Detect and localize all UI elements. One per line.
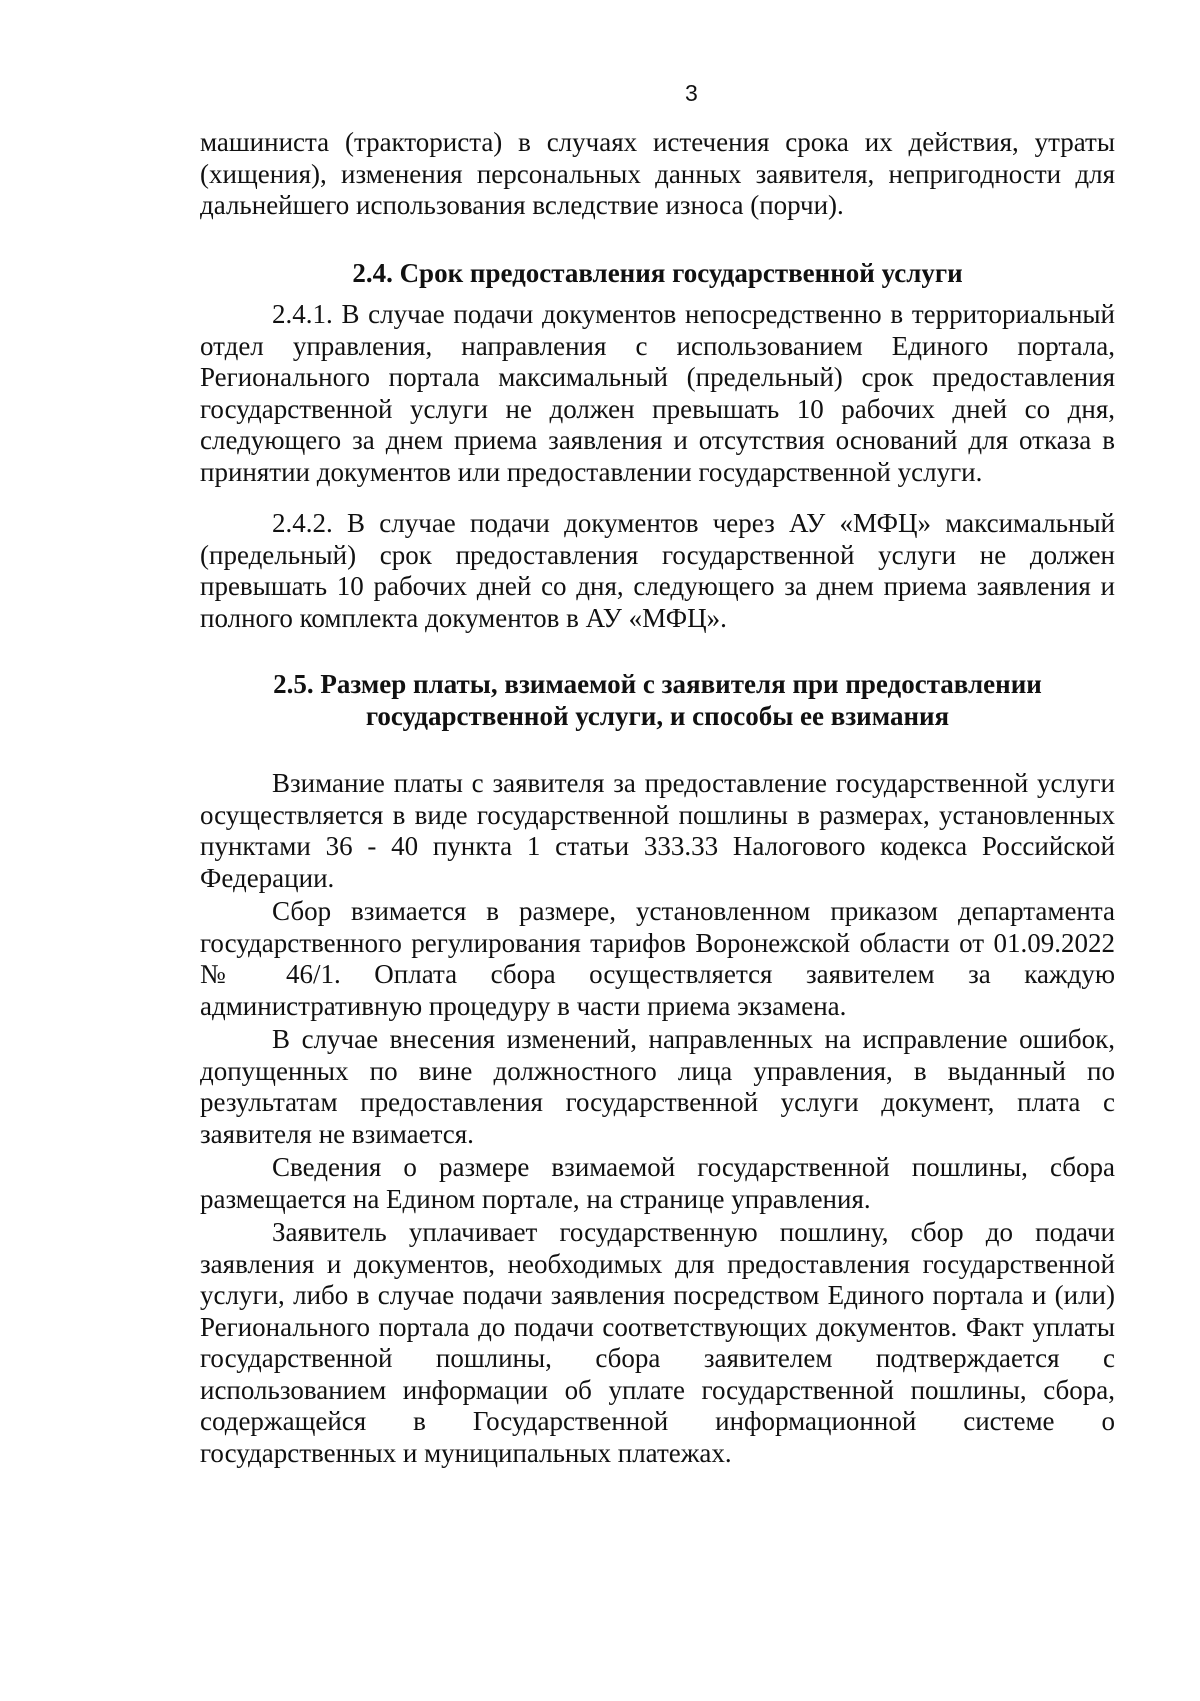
page-number: 3 xyxy=(685,80,698,106)
section-2-5-heading-line-2: государственной услуги, и способы ее взимания xyxy=(365,701,950,731)
section-2-4-heading: 2.4. Срок предоставления государственной услуги xyxy=(352,258,963,288)
paragraph-2-4-2: 2.4.2. В случае подачи документов через АУ «МФЦ» максимальный (предельный) срок предоставления государственной услуги не должен превышать 10 рабочих дней со дня, следующего за днем приема заявления и полного комплекта документов в АУ «МФЦ». xyxy=(200,508,1115,633)
section-2-5-heading-line-1: 2.5. Размер платы, взимаемой с заявителя при предоставлении xyxy=(273,669,1042,699)
paragraph-fee-state-duty: Взимание платы с заявителя за предоставление государственной услуги осуществляется в виде государственной пошлины в размерах, установленных пунктами 36 - 40 пункта 1 статьи 333.33 Налогового кодекса Российской Федерации. xyxy=(200,768,1115,893)
section-2-5-heading xyxy=(200,668,1115,732)
paragraph-2-4-1: 2.4.1. В случае подачи документов непосредственно в территориальный отдел управления, направления с использованием Единого портала, Регионального портала максимальный (предельный) срок предоставления государственной услуги не должен превышать 10 рабочих дней со дня, следующего за днем приема заявления и отсутствия оснований для отказа в принятии документов или предоставлении государственной услуги. xyxy=(200,299,1115,487)
paragraph-fee-correction: В случае внесения изменений, направленных на исправление ошибок, допущенных по вине должностного лица управления, в выданный по результатам предоставления государственной услуги документ, плата с заявителя не взимается. xyxy=(200,1024,1115,1149)
paragraph-fee-payment: Заявитель уплачивает государственную пошлину, сбор до подачи заявления и документов, необходимых для предоставления государственной услуги, либо в случае подачи заявления посредством Единого портала и (или) Регионального портала до подачи соответствующих документов. Факт уплаты государственной пошлины, сбора заявителем подтверждается с использованием информации об уплате государственной пошлины, сбора, содержащейся в Государственной информационной системе о государственных и муниципальных платежах. xyxy=(200,1217,1115,1468)
section-2-5-body xyxy=(200,768,1115,1469)
paragraph-fee-collection: Сбор взимается в размере, установленном приказом департамента государственного регулирования тарифов Воронежской области от 01.09.2022 № 46/1. Оплата сбора осуществляется заявителем за каждую административную процедуру в части приема экзамена. xyxy=(200,896,1115,1021)
paragraph-fee-information: Сведения о размере взимаемой государственной пошлины, сбора размещается на Едином портале, на странице управления. xyxy=(200,1152,1115,1214)
intro-paragraph: машиниста (тракториста) в случаях истечения срока их действия, утраты (хищения), изменения персональных данных заявителя, непригодности для дальнейшего использования вследствие износа (порчи). xyxy=(200,127,1115,220)
